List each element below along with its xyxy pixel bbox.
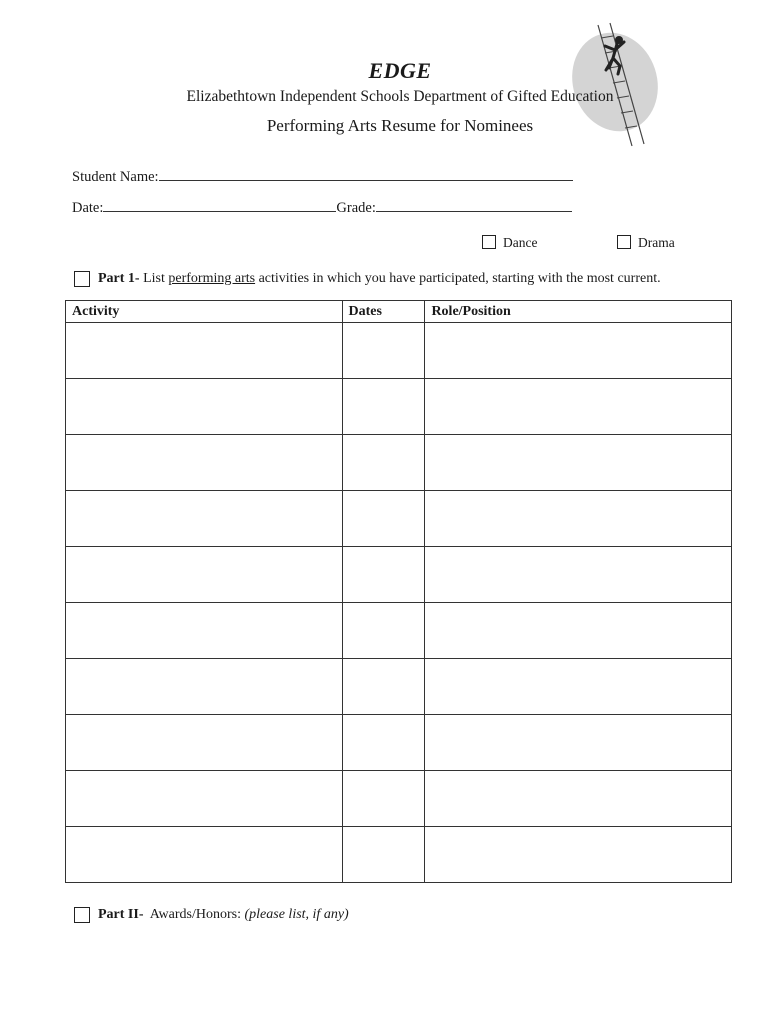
part2-italic: (please list, if any) <box>244 907 349 922</box>
date-grade-row <box>72 199 572 217</box>
activity-cell[interactable] <box>66 659 343 715</box>
grade-field[interactable] <box>376 199 572 212</box>
header-dates: Dates <box>342 301 425 323</box>
dance-label: Dance <box>503 235 538 250</box>
header-activity: Activity <box>66 301 343 323</box>
role-cell[interactable] <box>425 603 732 659</box>
part1-underlined: performing arts <box>168 271 256 286</box>
part1-label: Part 1- <box>98 271 140 286</box>
dates-cell[interactable] <box>342 491 425 547</box>
activity-cell[interactable] <box>66 827 343 883</box>
part2-label: Part II- <box>98 907 144 922</box>
part2-text: Awards/Honors: <box>149 907 245 922</box>
student-name-field[interactable] <box>159 168 573 181</box>
role-cell[interactable] <box>425 659 732 715</box>
department-title: Elizabethtown Independent Schools Department of Gifted Education <box>186 88 614 105</box>
activity-cell[interactable] <box>66 771 343 827</box>
role-cell[interactable] <box>425 771 732 827</box>
role-cell[interactable] <box>425 379 732 435</box>
dates-cell[interactable] <box>342 659 425 715</box>
dates-cell[interactable] <box>342 435 425 491</box>
dates-cell[interactable] <box>342 827 425 883</box>
part1-checkbox[interactable] <box>74 271 90 287</box>
student-name-label: Student Name: <box>72 169 159 185</box>
activity-cell[interactable] <box>66 491 343 547</box>
role-cell[interactable] <box>425 323 732 379</box>
role-cell[interactable] <box>425 435 732 491</box>
dates-cell[interactable] <box>342 771 425 827</box>
role-cell[interactable] <box>425 715 732 771</box>
drama-label: Drama <box>638 235 675 250</box>
part1-instructions <box>98 271 661 287</box>
part1-text-after: activities in which you have participated, starting with the most current. <box>255 271 661 286</box>
activity-cell[interactable] <box>66 435 343 491</box>
dates-cell[interactable] <box>342 379 425 435</box>
role-cell[interactable] <box>425 547 732 603</box>
table-row <box>66 715 732 771</box>
table-header-row <box>66 301 732 323</box>
date-label: Date: <box>72 200 104 216</box>
dance-checkbox[interactable] <box>482 235 496 249</box>
activity-cell[interactable] <box>66 379 343 435</box>
activities-table <box>65 300 732 883</box>
part2-checkbox[interactable] <box>74 907 90 923</box>
table-row <box>66 603 732 659</box>
dates-cell[interactable] <box>342 603 425 659</box>
part2-instructions <box>98 907 349 923</box>
table-row <box>66 771 732 827</box>
form-title: Performing Arts Resume for Nominees <box>266 116 534 135</box>
dates-cell[interactable] <box>342 323 425 379</box>
role-cell[interactable] <box>425 491 732 547</box>
table-row <box>66 323 732 379</box>
dates-cell[interactable] <box>342 715 425 771</box>
student-name-row <box>72 168 573 186</box>
drama-checkbox[interactable] <box>617 235 631 249</box>
table-row <box>66 827 732 883</box>
table-row <box>66 547 732 603</box>
table-row <box>66 435 732 491</box>
activity-cell[interactable] <box>66 603 343 659</box>
org-title: EDGE <box>368 58 432 83</box>
part1-text-before: List <box>143 271 169 286</box>
table-row <box>66 379 732 435</box>
table-row <box>66 491 732 547</box>
grade-label: Grade: <box>336 200 376 216</box>
date-field[interactable] <box>103 199 336 212</box>
role-cell[interactable] <box>425 827 732 883</box>
table-row <box>66 659 732 715</box>
header-role: Role/Position <box>425 301 732 323</box>
activity-cell[interactable] <box>66 323 343 379</box>
activity-cell[interactable] <box>66 547 343 603</box>
activity-cell[interactable] <box>66 715 343 771</box>
dates-cell[interactable] <box>342 547 425 603</box>
